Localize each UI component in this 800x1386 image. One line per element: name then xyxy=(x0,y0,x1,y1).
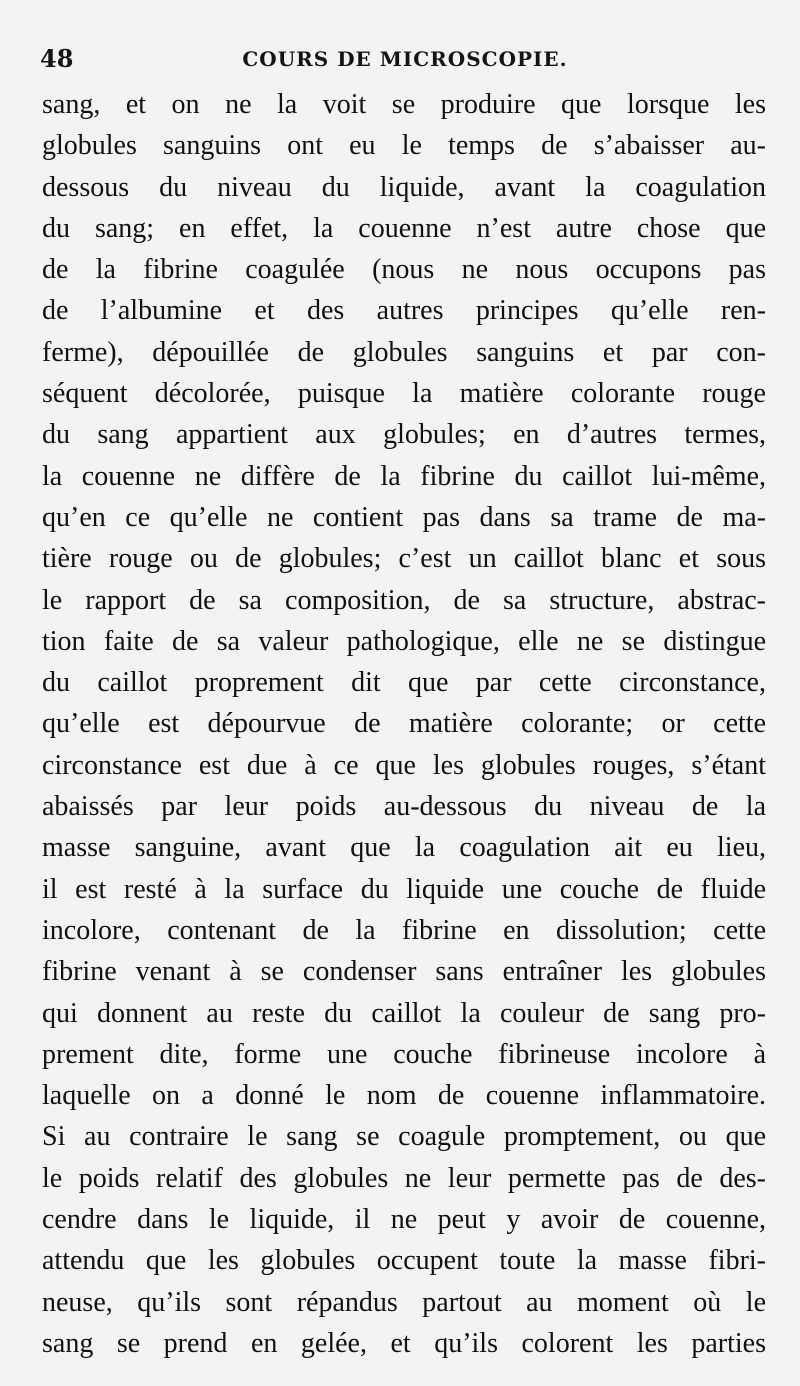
text-line: le poids relatif des globules ne leur permette pas de des- xyxy=(42,1162,766,1194)
text-line: séquent décolorée, puisque la matière colorante rouge xyxy=(42,378,766,410)
text-line: sang se prend en gelée, et qu’ils colorent les parties xyxy=(42,1327,766,1359)
text-line: cendre dans le liquide, il ne peut y avoir de couenne, xyxy=(42,1204,766,1236)
text-line: tion faite de sa valeur pathologique, elle ne se distingue xyxy=(42,625,766,657)
text-line: attendu que les globules occupent toute la masse fibri- xyxy=(42,1245,766,1277)
text-line: globules sanguins ont eu le temps de s’abaisser au- xyxy=(42,130,766,162)
text-line: du caillot proprement dit que par cette circonstance, xyxy=(42,667,766,699)
text-line: tière rouge ou de globules; c’est un caillot blanc et sous xyxy=(42,543,766,575)
text-line: la couenne ne diffère de la fibrine du caillot lui-même, xyxy=(42,460,766,492)
running-title: COURS DE MICROSCOPIE. xyxy=(242,47,568,71)
text-line: Si au contraire le sang se coagule promptement, ou que xyxy=(42,1121,766,1153)
text-line: du sang; en effet, la couenne n’est autre chose que xyxy=(42,212,766,244)
text-line: qu’en ce qu’elle ne contient pas dans sa trame de ma- xyxy=(42,501,766,533)
body-text xyxy=(42,84,766,1364)
text-line: neuse, qu’ils sont répandus partout au moment où le xyxy=(42,1286,766,1318)
page-header xyxy=(40,40,770,80)
text-line: prement dite, forme une couche fibrineuse incolore à xyxy=(42,1038,766,1070)
page-number: 48 xyxy=(40,44,74,73)
text-line: du sang appartient aux globules; en d’autres termes, xyxy=(42,419,766,451)
text-line: masse sanguine, avant que la coagulation ait eu lieu, xyxy=(42,832,766,864)
text-line: abaissés par leur poids au-dessous du niveau de la xyxy=(42,791,766,823)
text-line: incolore, contenant de la fibrine en dissolution; cette xyxy=(42,914,766,946)
text-line: fibrine venant à se condenser sans entraîner les globules xyxy=(42,956,766,988)
text-line: laquelle on a donné le nom de couenne inflammatoire. xyxy=(42,1080,766,1112)
text-line: qu’elle est dépourvue de matière colorante; or cette xyxy=(42,708,766,740)
text-line: le rapport de sa composition, de sa structure, abstrac- xyxy=(42,584,766,616)
text-line: dessous du niveau du liquide, avant la coagulation xyxy=(42,171,766,203)
text-line: sang, et on ne la voit se produire que lorsque les xyxy=(42,89,766,120)
text-line: de l’albumine et des autres principes qu’elle ren- xyxy=(42,295,766,327)
text-line: ferme), dépouillée de globules sanguins et par con- xyxy=(42,336,766,368)
text-line: circonstance est due à ce que les globules rouges, s’étant xyxy=(42,749,766,781)
text-line: qui donnent au reste du caillot la couleur de sang pro- xyxy=(42,997,766,1029)
text-line: de la fibrine coagulée (nous ne nous occupons pas xyxy=(42,254,766,286)
text-line: il est resté à la surface du liquide une couche de fluide xyxy=(42,873,766,905)
